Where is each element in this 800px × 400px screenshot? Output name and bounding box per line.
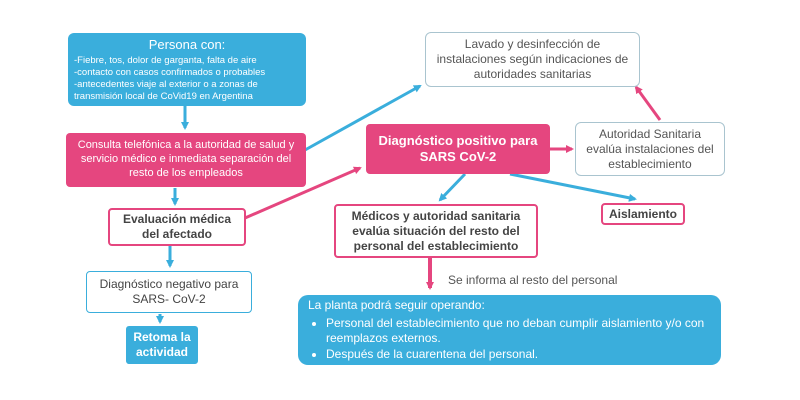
persona-line-3: -antecedentes viaje al exterior o a zonas de transmisión local de CoVid19 en Argentina [74,79,258,102]
persona-line-1: -Fiebre, tos, dolor de garganta, falta de aire [74,55,257,67]
positivo-box [366,124,550,174]
arrow-positivo-aislamiento [510,174,635,199]
autoridad-box [575,122,725,176]
positivo-text: Diagnóstico positivo para SARS CoV-2 [378,132,538,164]
arrow-positivo-medicos [440,174,465,200]
negativo-text: Diagnóstico negativo para SARS- CoV-2 [99,277,239,306]
consulta-text: Consulta telefónica a la autoridad de salud y servicio médico e inmediata separación del resto de los empleados [77,139,295,179]
medicos-text: Médicos y autoridad sanitaria evalúa situación del resto del personal del establecimiento [351,208,521,253]
retoma-box [126,326,198,364]
persona-title: Persona con: [148,37,226,52]
evaluacion-text: Evaluación médica del afectado [122,212,232,241]
autoridad-text: Autoridad Sanitaria evalúa instalaciones del establecimiento [586,126,714,171]
informa-text: Se informa al resto del personal [448,273,618,287]
aislamiento-text: Aislamiento [608,206,677,221]
planta-box [298,295,721,365]
medicos-box [334,204,538,258]
planta-bullet-2: • Después de la cuarentena del personal. [326,347,711,362]
planta-title: La planta podrá seguir operando: [308,297,485,312]
evaluacion-box [108,208,246,246]
aislamiento-box [601,203,685,225]
planta-list [308,315,711,363]
negativo-box [86,271,252,313]
planta-bullet-1: • Personal del establecimiento que no deban cumplir aislamiento y/o con reemplazos externos. [326,316,711,346]
persona-line-2: -contacto con casos confirmados o probables [74,67,266,79]
persona-box [68,33,306,106]
lavado-box [425,32,640,87]
retoma-text: Retoma la actividad [133,330,191,359]
arrow-autoridad-lavado [636,87,660,120]
lavado-text: Lavado y desinfección de instalaciones según indicaciones de autoridades sanitarias [436,37,629,81]
consulta-box [66,133,306,187]
